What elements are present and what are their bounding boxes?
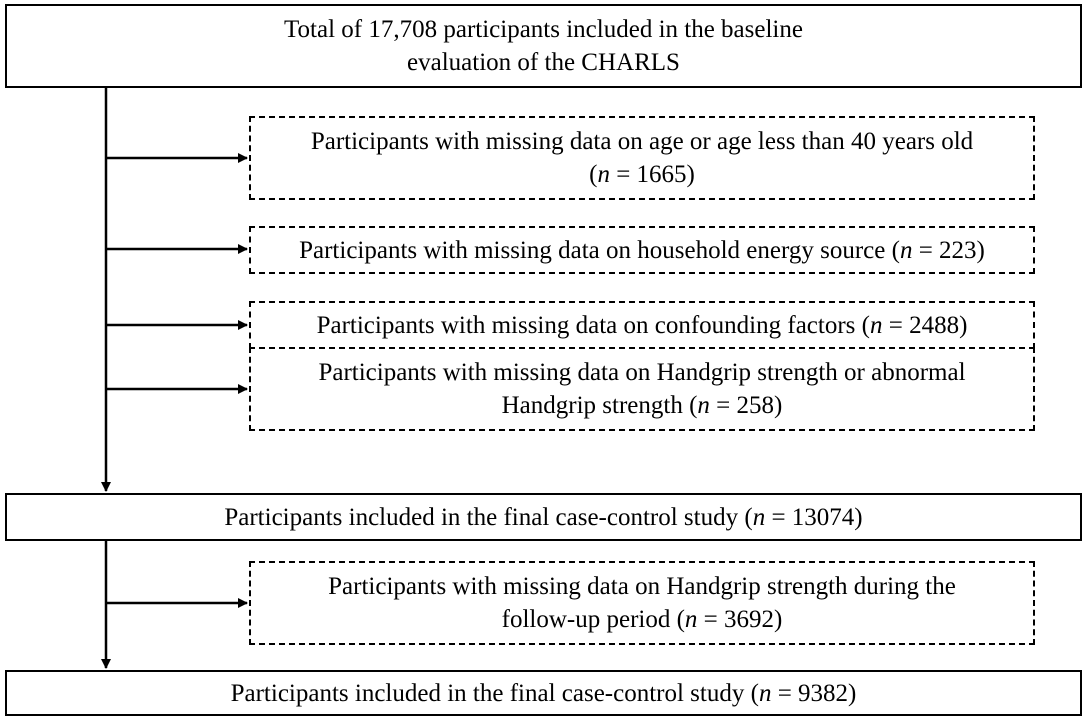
exclusion-age-line1: Participants with missing data on age or age less than 40 years old: [310, 128, 974, 155]
middle-box-text: Participants included in the final case-control study (n = 13074): [224, 503, 863, 531]
start-box-line1: Total of 17,708 participants included in the baseline: [284, 16, 803, 43]
exclusion-energy-text: Participants with missing data on household energy source (n = 223): [299, 236, 985, 264]
exclusion-followup-line1: Participants with missing data on Handgrip strength during the: [328, 573, 956, 600]
exclusion-followup-line2: follow-up period (n = 3692): [501, 606, 783, 633]
start-box-line2: evaluation of the CHARLS: [407, 49, 680, 76]
final-box-text: Participants included in the final case-control study (n = 9382): [230, 679, 857, 707]
exclusion-handgrip-line2: Handgrip strength (n = 258): [501, 392, 783, 419]
exclusion-age-line2: (n = 1665): [589, 161, 695, 188]
exclusion-confounding-text: Participants with missing data on confounding factors (n = 2488): [316, 311, 968, 339]
exclusion-handgrip-line1: Participants with missing data on Handgrip strength or abnormal: [318, 359, 966, 386]
